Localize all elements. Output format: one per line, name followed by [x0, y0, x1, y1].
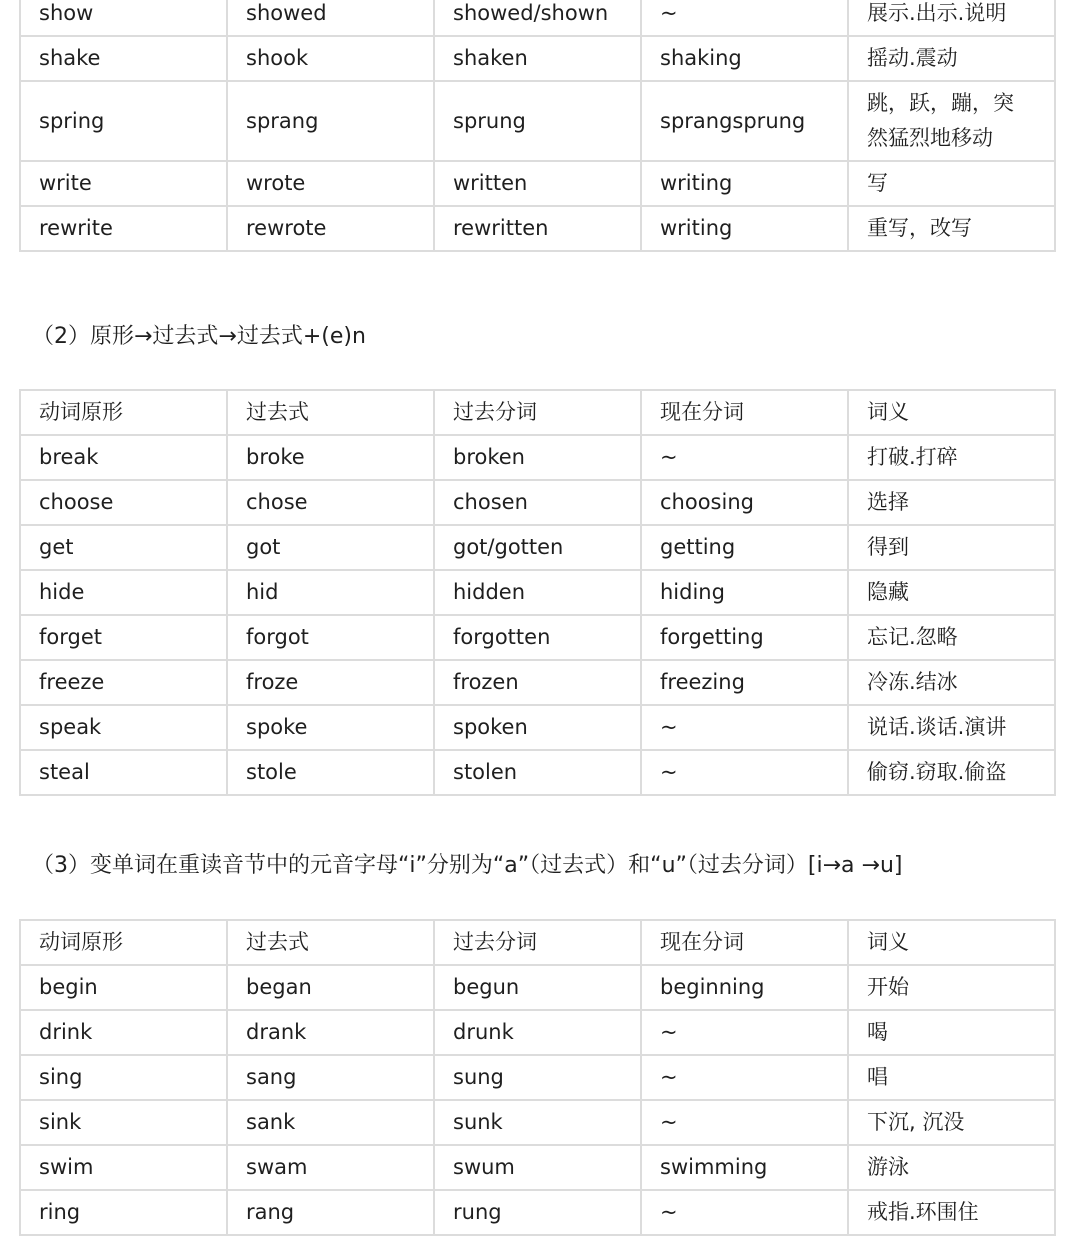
table-cell: forgetting — [641, 615, 848, 660]
table-row — [20, 480, 1055, 525]
table-row — [20, 0, 1055, 36]
table-row — [20, 1190, 1055, 1235]
table-cell: got — [227, 525, 434, 570]
table-cell: hid — [227, 570, 434, 615]
table-row — [20, 660, 1055, 705]
table-cell: drank — [227, 1010, 434, 1055]
verb-table-3 — [19, 919, 1056, 1236]
table-cell: 摇动.震动 — [848, 36, 1055, 81]
table-cell: begun — [434, 965, 641, 1010]
column-header: 词义 — [848, 390, 1055, 435]
table-row — [20, 1055, 1055, 1100]
table-cell: write — [20, 161, 227, 206]
table-cell: stolen — [434, 750, 641, 795]
table-cell: swum — [434, 1145, 641, 1190]
table-cell: steal — [20, 750, 227, 795]
table-cell: 隐藏 — [848, 570, 1055, 615]
column-header: 现在分词 — [641, 390, 848, 435]
table-cell: rewrite — [20, 206, 227, 251]
table-cell: forget — [20, 615, 227, 660]
table-cell: 开始 — [848, 965, 1055, 1010]
table-row — [20, 1145, 1055, 1190]
column-header: 动词原形 — [20, 920, 227, 965]
table-row — [20, 750, 1055, 795]
table-cell: rewrote — [227, 206, 434, 251]
table-cell: ~ — [641, 705, 848, 750]
table-cell: sprung — [434, 81, 641, 161]
table-cell: 选择 — [848, 480, 1055, 525]
table-cell: getting — [641, 525, 848, 570]
column-header: 过去式 — [227, 390, 434, 435]
table-row — [20, 570, 1055, 615]
column-header: 过去分词 — [434, 920, 641, 965]
table-row — [20, 36, 1055, 81]
table-cell: sprang — [227, 81, 434, 161]
table-cell: ~ — [641, 1010, 848, 1055]
table-row — [20, 965, 1055, 1010]
table-row — [20, 206, 1055, 251]
table-cell: drunk — [434, 1010, 641, 1055]
table-row — [20, 1010, 1055, 1055]
table-cell: rang — [227, 1190, 434, 1235]
table-cell: rewritten — [434, 206, 641, 251]
table-row — [20, 161, 1055, 206]
table-cell: 写 — [848, 161, 1055, 206]
table-cell: stole — [227, 750, 434, 795]
table-cell: forgotten — [434, 615, 641, 660]
column-header: 过去分词 — [434, 390, 641, 435]
column-header: 词义 — [848, 920, 1055, 965]
table-cell: 得到 — [848, 525, 1055, 570]
table-cell: broken — [434, 435, 641, 480]
table-cell: sing — [20, 1055, 227, 1100]
table-cell: chose — [227, 480, 434, 525]
verb-table-1 — [19, 0, 1056, 252]
table-cell: choose — [20, 480, 227, 525]
table-cell: sink — [20, 1100, 227, 1145]
table-cell: beginning — [641, 965, 848, 1010]
table-row — [20, 525, 1055, 570]
table-cell: 展示.出示.说明 — [848, 0, 1055, 36]
table-cell: sprangsprung — [641, 81, 848, 161]
table-cell: drink — [20, 1010, 227, 1055]
table-row — [20, 435, 1055, 480]
table-cell: spring — [20, 81, 227, 161]
table-cell: rung — [434, 1190, 641, 1235]
table-cell: ~ — [641, 1100, 848, 1145]
table-cell: shaken — [434, 36, 641, 81]
table-cell: 重写，改写 — [848, 206, 1055, 251]
table-cell: swam — [227, 1145, 434, 1190]
column-header: 过去式 — [227, 920, 434, 965]
section-heading: （2）原形→过去式→过去式+(e)n — [32, 324, 366, 349]
table-cell: forgot — [227, 615, 434, 660]
table-cell: 下沉, 沉没 — [848, 1100, 1055, 1145]
table-cell: hidden — [434, 570, 641, 615]
table-cell: 喝 — [848, 1010, 1055, 1055]
verb-table-2 — [19, 389, 1056, 796]
table-cell: 忘记.忽略 — [848, 615, 1055, 660]
table-cell: 偷窃.窃取.偷盗 — [848, 750, 1055, 795]
table-cell: ~ — [641, 750, 848, 795]
table-cell: ~ — [641, 1055, 848, 1100]
table-cell: hiding — [641, 570, 848, 615]
table-cell: break — [20, 435, 227, 480]
table-cell: sank — [227, 1100, 434, 1145]
table-cell: broke — [227, 435, 434, 480]
table-cell: swimming — [641, 1145, 848, 1190]
table-cell: speak — [20, 705, 227, 750]
table-header-row — [20, 390, 1055, 435]
table-cell: written — [434, 161, 641, 206]
table-cell: 打破.打碎 — [848, 435, 1055, 480]
table-cell: sunk — [434, 1100, 641, 1145]
table-cell: ~ — [641, 1190, 848, 1235]
table-cell: writing — [641, 161, 848, 206]
table-cell: 游泳 — [848, 1145, 1055, 1190]
table-cell: shaking — [641, 36, 848, 81]
table-header-row — [20, 920, 1055, 965]
table-cell: show — [20, 0, 227, 36]
table-cell: got/gotten — [434, 525, 641, 570]
table-cell: ~ — [641, 0, 848, 36]
table-cell: frozen — [434, 660, 641, 705]
section-heading: （3）变单词在重读音节中的元音字母“i”分别为“a”（过去式）和“u”（过去分词）[i→a →u] — [32, 853, 903, 878]
column-header: 现在分词 — [641, 920, 848, 965]
table-cell: spoke — [227, 705, 434, 750]
table-row — [20, 705, 1055, 750]
table-cell: chosen — [434, 480, 641, 525]
table-cell: freeze — [20, 660, 227, 705]
table-cell: showed — [227, 0, 434, 36]
table-cell: begin — [20, 965, 227, 1010]
table-cell: choosing — [641, 480, 848, 525]
table-row — [20, 1100, 1055, 1145]
table-cell: 冷冻.结冰 — [848, 660, 1055, 705]
table-cell: 唱 — [848, 1055, 1055, 1100]
column-header: 动词原形 — [20, 390, 227, 435]
table-cell: showed/shown — [434, 0, 641, 36]
table-cell: 戒指.环围住 — [848, 1190, 1055, 1235]
table-cell: ring — [20, 1190, 227, 1235]
table-cell: 跳，跃，蹦，突然猛烈地移动 — [848, 81, 1055, 161]
table-cell: froze — [227, 660, 434, 705]
table-cell: sung — [434, 1055, 641, 1100]
table-row — [20, 615, 1055, 660]
table-cell: sang — [227, 1055, 434, 1100]
table-cell: wrote — [227, 161, 434, 206]
table-cell: freezing — [641, 660, 848, 705]
table-cell: ~ — [641, 435, 848, 480]
table-cell: writing — [641, 206, 848, 251]
table-cell: spoken — [434, 705, 641, 750]
table-row — [20, 81, 1055, 161]
table-cell: 说话.谈话.演讲 — [848, 705, 1055, 750]
table-cell: hide — [20, 570, 227, 615]
table-cell: shake — [20, 36, 227, 81]
table-cell: began — [227, 965, 434, 1010]
table-cell: get — [20, 525, 227, 570]
table-cell: shook — [227, 36, 434, 81]
table-cell: swim — [20, 1145, 227, 1190]
